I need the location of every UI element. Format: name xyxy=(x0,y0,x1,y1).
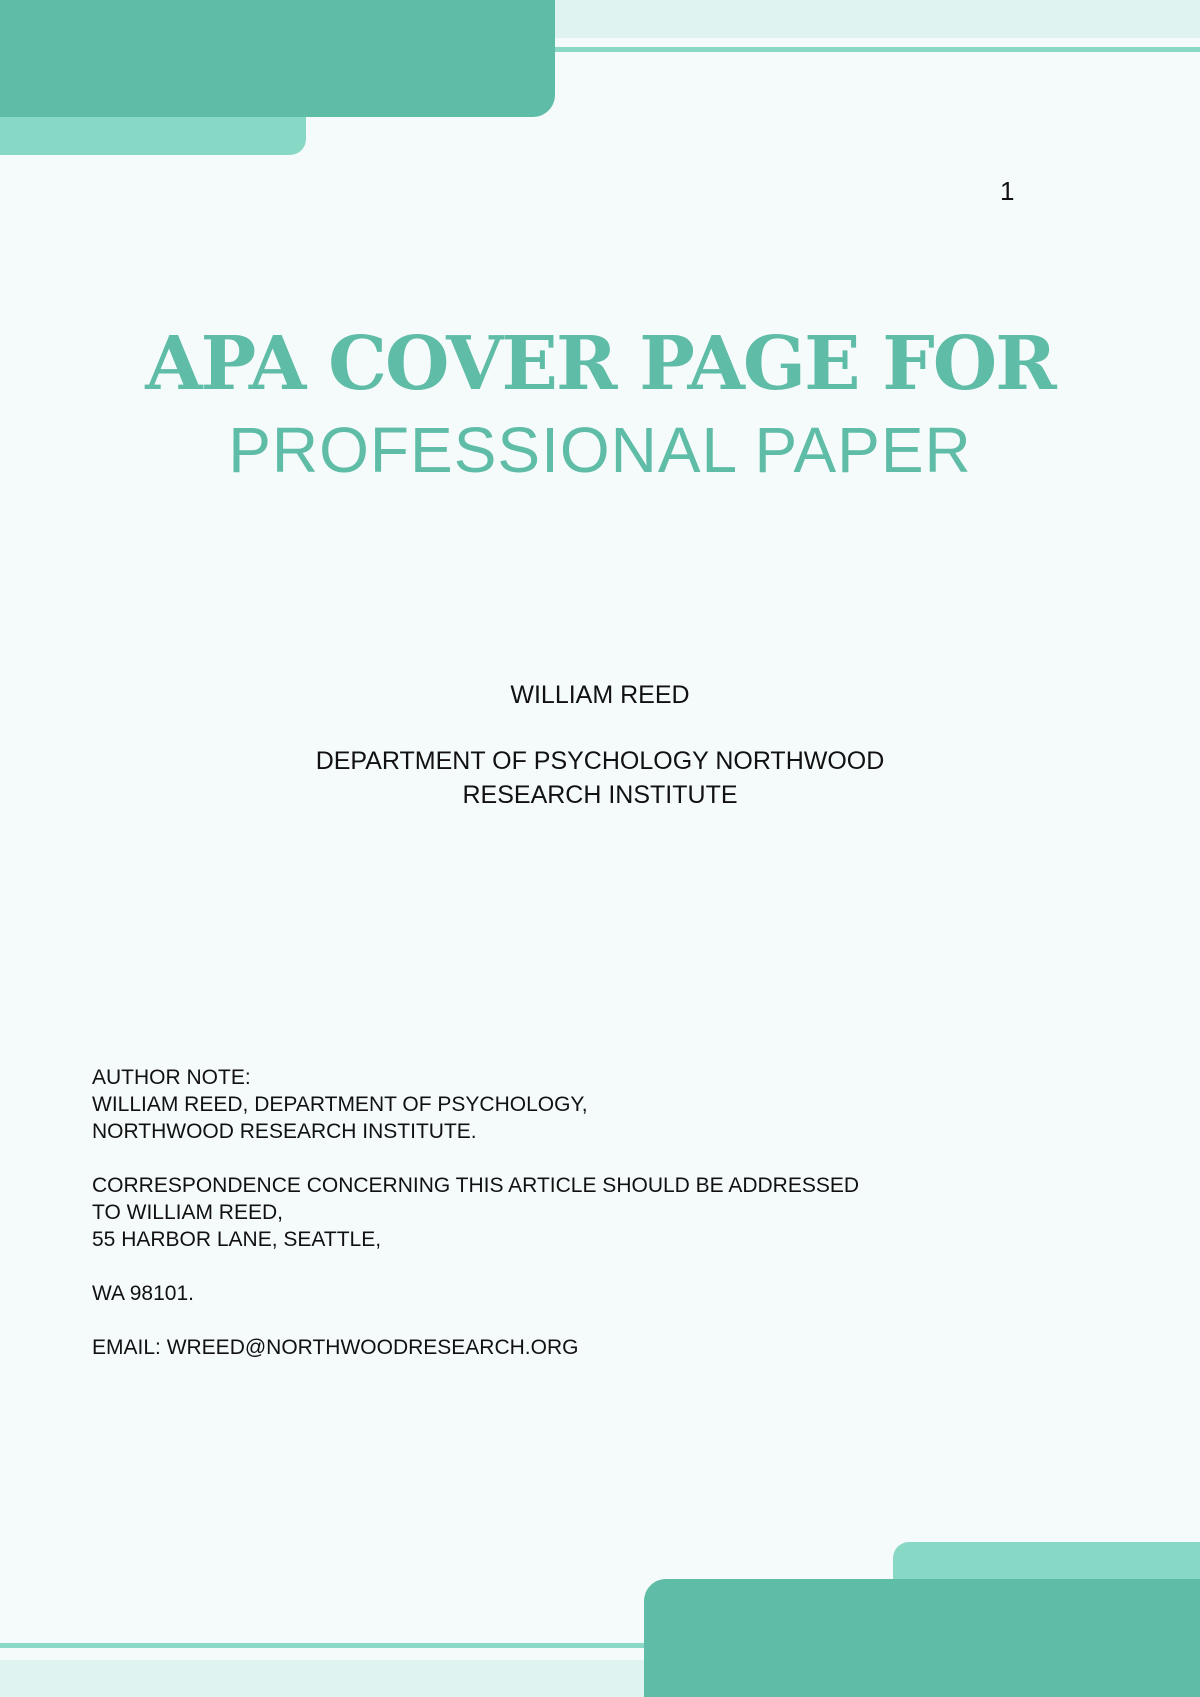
correspondence-line-1: CORRESPONDENCE CONCERNING THIS ARTICLE SHOULD BE ADDRESSED xyxy=(92,1174,860,1197)
bottom-right-dark-block xyxy=(644,1579,1200,1697)
department-line-2: RESEARCH INSTITUTE xyxy=(462,781,738,809)
spacer xyxy=(92,1253,992,1280)
top-decorative-line xyxy=(555,47,1200,52)
author-info xyxy=(200,678,1000,812)
correspondence-line-2: TO WILLIAM REED, xyxy=(92,1201,283,1224)
author-name: WILLIAM REED xyxy=(510,681,690,709)
bottom-decorative-band xyxy=(0,1660,645,1697)
bottom-decorative-line xyxy=(0,1643,645,1648)
document-title xyxy=(100,318,1100,488)
author-note-affiliation-line-1: WILLIAM REED, DEPARTMENT OF PSYCHOLOGY, xyxy=(92,1093,588,1116)
title-line-2: PROFESSIONAL PAPER xyxy=(228,414,972,486)
address-line-1: 55 HARBOR LANE, SEATTLE, xyxy=(92,1228,382,1251)
department-line-1: DEPARTMENT OF PSYCHOLOGY NORTHWOOD xyxy=(315,747,885,775)
top-left-dark-block xyxy=(0,0,555,117)
spacer xyxy=(92,1307,992,1334)
author-note-heading: AUTHOR NOTE: xyxy=(92,1066,251,1089)
spacer xyxy=(92,1145,992,1172)
address-line-2: WA 98101. xyxy=(92,1282,194,1305)
title-line-1: APA COVER PAGE FOR xyxy=(145,321,1055,407)
email-line: EMAIL: WREED@NORTHWOODRESEARCH.ORG xyxy=(92,1336,579,1359)
author-note-affiliation-line-2: NORTHWOOD RESEARCH INSTITUTE. xyxy=(92,1120,477,1143)
author-note xyxy=(92,1064,992,1361)
page-number: 1 xyxy=(1000,176,1015,206)
top-decorative-band xyxy=(555,0,1200,38)
department-affiliation xyxy=(200,744,1000,812)
